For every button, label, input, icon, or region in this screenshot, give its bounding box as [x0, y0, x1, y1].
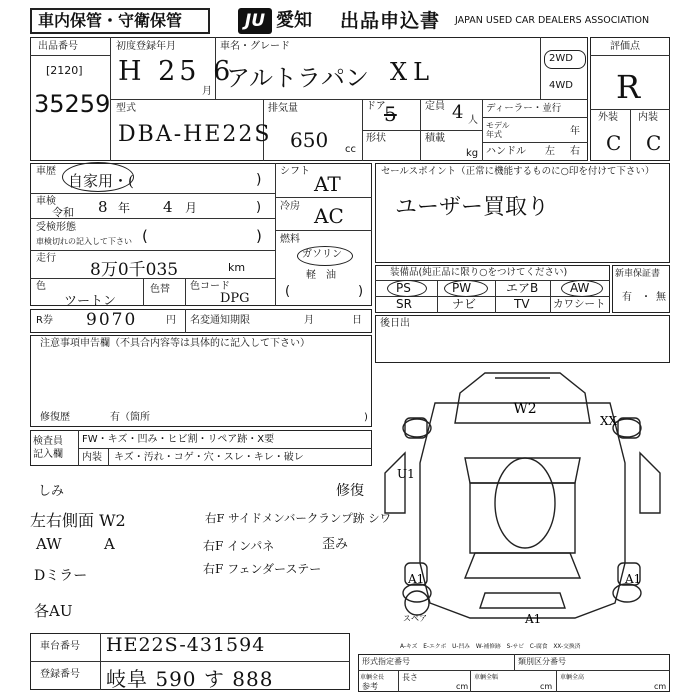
recycle-unit: 円	[166, 315, 176, 326]
color-number-label: 色替	[150, 284, 170, 295]
notice-day: 日	[352, 315, 362, 326]
notes-label: 注意事項申告欄（不具合内容等は具体的に記入して下さい）	[40, 338, 310, 349]
transmission-label: シフト	[280, 166, 310, 177]
note-fender: 右F フェンダーステー	[203, 562, 322, 576]
ju-logo	[238, 8, 272, 34]
storage-stamp-text: 車内保管・守衛保管	[38, 11, 183, 30]
note-aw-mark: A	[104, 535, 115, 553]
exterior-value: C	[606, 131, 622, 155]
equipment-navi: ナビ	[452, 297, 477, 311]
inspector-label: 検査員 記入欄	[33, 436, 63, 460]
transmission-value: AT	[314, 172, 341, 196]
lot-code: [2120]	[46, 64, 83, 77]
warranty-dot: ・	[641, 292, 651, 303]
class-number-label: 類別区分番号	[518, 657, 566, 666]
history-circle	[62, 162, 134, 192]
fuel-diesel: 軽 油	[306, 270, 336, 281]
post-reg-label: 後日出	[380, 318, 410, 329]
interior-label: 内装	[638, 112, 658, 123]
handle-left: 左	[545, 146, 555, 157]
color-value: ツートン	[64, 294, 117, 309]
height-cm: cm	[654, 682, 667, 691]
note-shimi: しみ	[38, 484, 65, 499]
load-unit: kg	[466, 148, 479, 159]
equipment-ps-circle	[387, 280, 427, 297]
drive-4wd: 4WD	[549, 80, 573, 91]
inspection-form-close: )	[256, 227, 262, 245]
capacity-value: 4	[452, 102, 464, 123]
repair-value: 有（箇所	[110, 412, 150, 423]
notice-month: 月	[304, 315, 314, 326]
notice-label: 名変通知期限	[190, 315, 250, 326]
inspection-month: 4	[163, 198, 173, 216]
displacement-label: 排気量	[268, 103, 298, 114]
recycle-value: 9070	[86, 310, 138, 330]
note-instrument: 右F インパネ	[203, 539, 275, 553]
history-label: 車歴	[36, 166, 56, 177]
doors-value: 5	[384, 102, 397, 126]
handle-right: 右	[570, 146, 580, 157]
displacement-unit: cc	[345, 144, 356, 155]
inspection-close: )	[256, 200, 262, 215]
model-name-value: アルトラパン	[226, 64, 370, 92]
note-mirror: Dミラー	[34, 568, 88, 584]
lot-label: 出品番号	[38, 41, 78, 52]
length-cm: cm	[456, 682, 469, 691]
equipment-label: 装備品(純正品に限り○をつけてください)	[390, 267, 568, 278]
inspection-year: 8	[98, 198, 108, 216]
rear-glass-outline	[465, 553, 580, 578]
length-mark: 長さ	[402, 673, 418, 682]
drive-2wd: 2WD	[549, 53, 573, 64]
car-damage-diagram	[375, 363, 670, 643]
registration-label: 登録番号	[40, 669, 80, 680]
note-distortion: 歪み	[322, 537, 349, 552]
selling-points-label: セールスポイント（正常に機能するものに○印を付けて下さい）	[381, 166, 655, 177]
mileage-value: 8万0千035	[90, 260, 179, 280]
equipment-pw: PW	[452, 281, 472, 295]
a1-left-mark: A1	[408, 572, 425, 586]
first-reg-suffix: 月	[202, 86, 212, 97]
registration-value: 岐阜 590 す 888	[106, 667, 274, 691]
inspection-year-unit: 年	[118, 201, 131, 215]
first-reg-label: 初度登録年月	[116, 41, 176, 52]
cabin-outline	[470, 483, 575, 553]
post-reg-block	[375, 315, 670, 363]
inspector-row2: キズ・汚れ・コゲ・穴・スレ・キレ・破レ	[114, 452, 304, 463]
ju-logo-text: JU	[244, 11, 266, 31]
history-value: 自家用・(	[68, 172, 134, 190]
rating-label: 評価点	[610, 41, 640, 52]
width-label: 車輌全幅	[474, 674, 499, 681]
equipment-pw-circle	[444, 280, 488, 297]
equipment-airbag: エアB	[506, 281, 539, 295]
u1-mark: U1	[397, 467, 415, 481]
selling-points-value: ユーザー買取り	[395, 195, 550, 220]
mileage-label: 走行	[36, 253, 56, 264]
equipment-tv: TV	[514, 297, 530, 311]
body-outline	[420, 403, 625, 618]
note-aw: AW	[36, 535, 62, 553]
rating-value: R	[616, 68, 641, 106]
note-all-au: 各AU	[34, 602, 73, 620]
fuel-paren-left: (	[285, 284, 291, 299]
chassis-label: 車台番号	[40, 641, 80, 652]
model-name-label: 車名・グレード	[220, 41, 290, 52]
dealer-label: ディーラー・並行	[486, 103, 562, 114]
warranty-no: 無	[656, 292, 666, 303]
spare-label: スペア	[403, 614, 427, 623]
w2-mark: W2	[513, 401, 537, 417]
aircon-label: 冷房	[280, 201, 300, 212]
year-suffix: 年	[570, 126, 580, 137]
inspection-month-unit: 月	[185, 201, 198, 215]
fuel-paren-right: )	[358, 284, 364, 299]
xx-mark: XX	[600, 414, 618, 428]
equipment-sr: SR	[396, 297, 412, 311]
load-label: 積載	[425, 133, 445, 144]
type-label: 型式	[116, 103, 136, 114]
doors-label: ドア	[366, 101, 386, 112]
repair-close: )	[364, 412, 368, 423]
model-year-label: モデル 年式	[486, 121, 510, 139]
color-code-value: DPG	[220, 291, 250, 306]
history-close: )	[256, 172, 262, 188]
displacement-value: 650	[290, 128, 329, 152]
inspection-form-note: 車検切れの記入して下さい	[36, 237, 132, 246]
interior-value: C	[646, 131, 662, 155]
repair-label: 修復歴	[40, 412, 70, 423]
equipment-leather: カワシート	[553, 298, 606, 310]
length-label: 車輌全長	[360, 674, 385, 681]
a1-right-mark: A1	[625, 572, 642, 586]
shape-label: 形状	[366, 133, 386, 144]
inspection-era: 令和	[52, 206, 74, 219]
capacity-unit: 人	[468, 115, 478, 126]
inspection-form-open: (	[142, 227, 148, 245]
width-cm: cm	[540, 682, 553, 691]
equipment-aw: AW	[570, 281, 590, 295]
fuel-gasoline: ガソリン	[302, 249, 342, 260]
recycle-label: R券	[36, 315, 53, 326]
first-reg-value: H 25 6	[118, 56, 235, 87]
color-code-label: 色コード	[190, 281, 230, 292]
fuel-label: 燃料	[280, 234, 300, 245]
a1-bottom-mark: A1	[525, 612, 542, 626]
inspection-form-label: 受検形態	[36, 222, 76, 233]
mileage-unit: km	[228, 261, 246, 274]
aircon-value: AC	[314, 204, 344, 228]
form-title: 出品申込書	[340, 10, 441, 32]
capacity-label: 定員	[425, 101, 445, 112]
inspector-row1: FW・キズ・凹み・ヒビ割・リペア跡・X要	[82, 434, 275, 445]
form-subtitle: JAPAN USED CAR DEALERS ASSOCIATION	[455, 15, 650, 26]
inspection-label: 車検	[36, 196, 56, 207]
equipment-aw-circle	[561, 280, 603, 297]
color-label: 色	[36, 281, 46, 292]
warranty-label: 新車保証書	[615, 269, 661, 279]
inspector-row2-head: 内装	[82, 452, 102, 463]
exterior-label: 外装	[598, 112, 618, 123]
damage-legend: A-キズ E-エクボ U-凹み W-補修跡 S-サビ C-腐食 XX-交換済	[400, 644, 581, 650]
chassis-value: HE22S-431594	[106, 634, 266, 656]
warranty-yes: 有	[622, 292, 632, 303]
form-number-label: 形式指定番号	[362, 657, 410, 666]
length-ref: 参考	[362, 682, 378, 691]
type-value: DBA-HE22S	[118, 122, 272, 147]
lot-number: 35259	[34, 90, 111, 118]
note-member: 右F サイドメンバークランプ跡 シワ	[205, 511, 392, 525]
association-name: 愛知	[276, 10, 312, 31]
windshield-outline	[465, 458, 580, 483]
note-repair: 修復	[336, 483, 364, 499]
equipment-ps: PS	[396, 281, 411, 295]
handle-label: ハンドル	[486, 146, 526, 157]
model-grade: XL	[390, 58, 436, 86]
note-side-dent: 左右側面 W2	[30, 511, 126, 530]
height-label: 車輌全高	[560, 674, 585, 681]
